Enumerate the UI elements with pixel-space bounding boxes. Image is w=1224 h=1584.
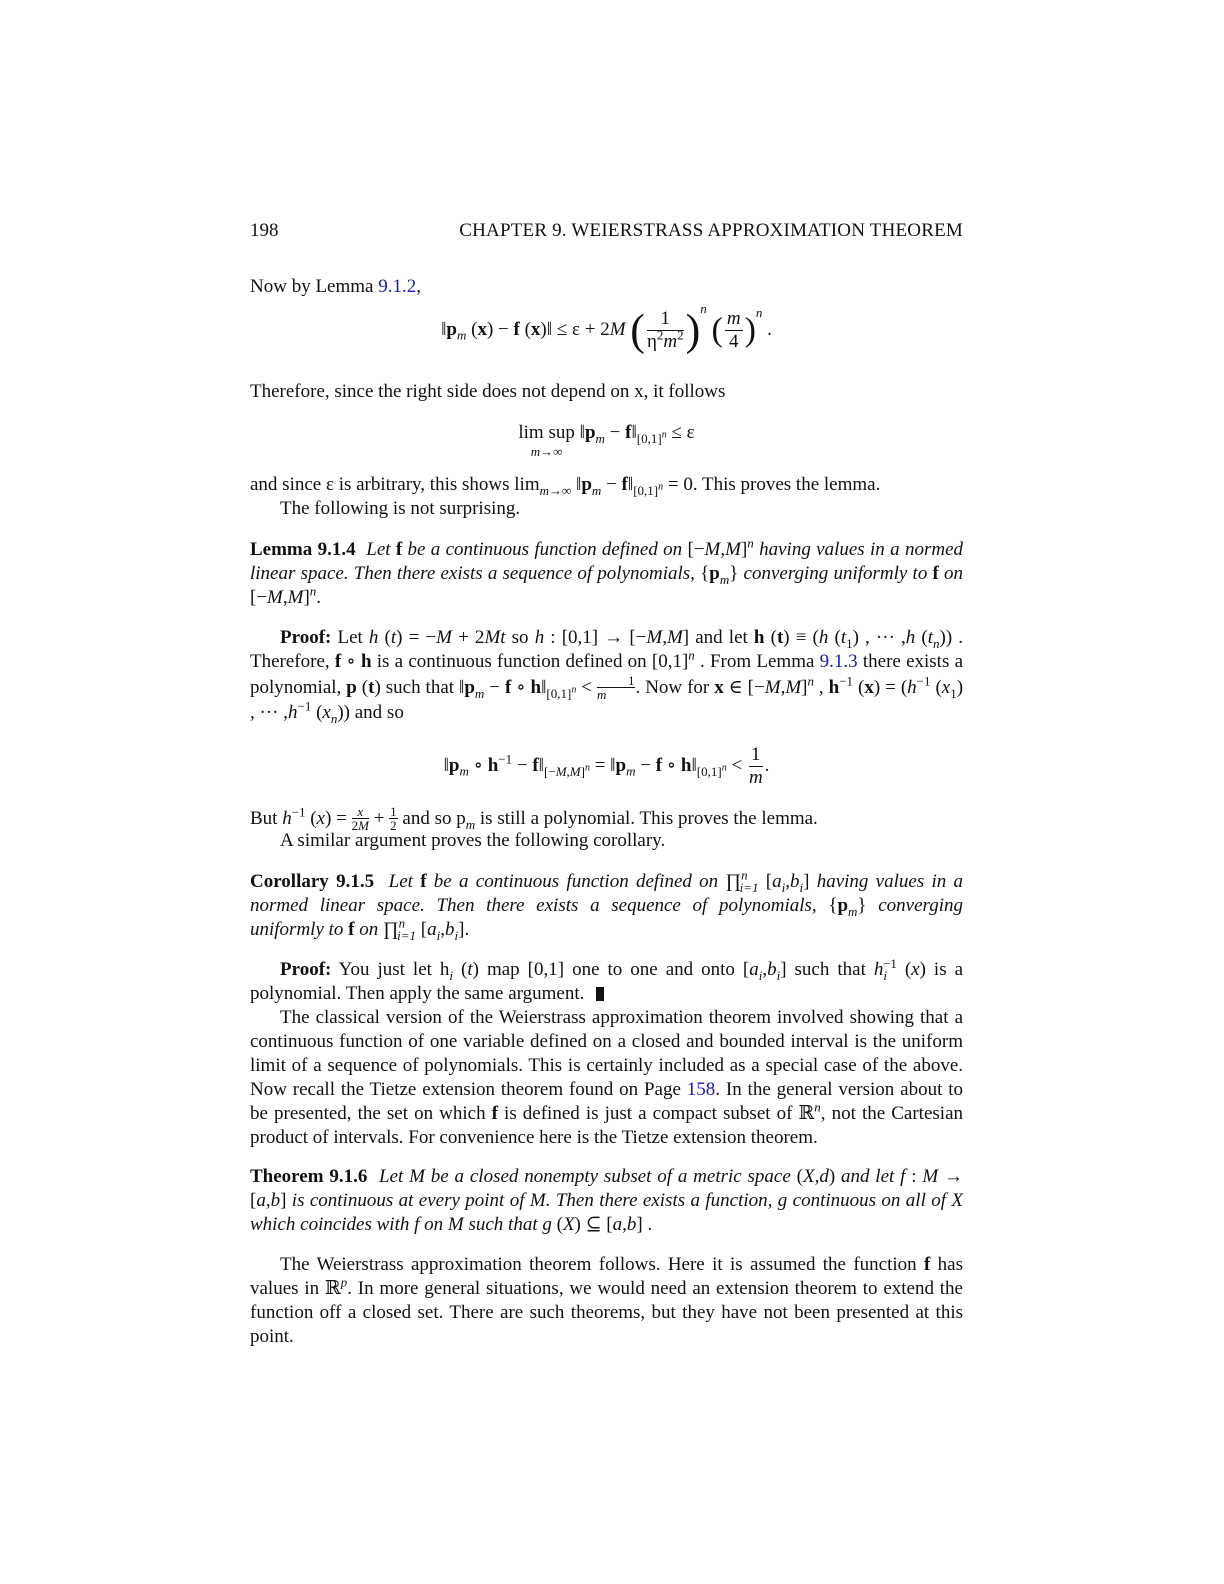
theorem-916-label: Theorem 9.1.6 (250, 1166, 368, 1187)
qed-box-icon (596, 987, 604, 1001)
chapter-title: CHAPTER 9. WEIERSTRASS APPROXIMATION THEOREM (459, 220, 963, 241)
lemma-914: Lemma 9.1.4 Let f be a continuous function defined on $[-M,M]^n$ having values in a normed linear space. Then there exists a sequence of polynomials, $\{p_m\}$ converging uniformly to f on $[-M,M]^n$. (250, 535, 964, 608)
equation-limsup: lim sup m→∞ $‖p_m$ − $f‖_{[0,1]^n} \le \varepsilon$ (518, 422, 695, 459)
weierstrass-paragraph: The Weierstrass approximation theorem follows. Here it is assumed the function f has values in ℝ$^p$. In more general situations, we would need an extension theorem to extend the function off a closed set. There are such theorems, but they have not been presented at this point. (250, 1254, 963, 1347)
lemma-914-proof: Proof: Let h (t) = −M + 2Mt so h : [0,1] → [−M,M] and let h (t) ≡ (h $(t_1)$ , ··· ,h $(t_n)$) . Therefore, f ∘ h is a continuous function defined on $[0,1]^n$ . From Lemma 9.1.3 there exists a polynomial, p (t) such that $‖p_m - f$ ∘ $h‖_{[0,1]^n}$ < $\frac{1}{m}$. Now for x ∈ $[-M,M]^n$ , $h^{-1}$ $(x) = (h^{-1}$ $(x_1)$ , ··· $,h^{-1}$ $(x_n)$) and so (250, 627, 964, 726)
page-158-link[interactable]: 158 (686, 1079, 716, 1100)
page-number: 198 (250, 220, 279, 241)
running-header (250, 219, 963, 243)
following-line: The following is not surprising. (280, 498, 521, 519)
and-since-line: and since ε is arbitrary, this shows $\lim_{m\to\infty}$ $‖p_m$ − $f‖_{[0,1]^n} = 0$. This proves the lemma. (250, 474, 881, 498)
corollary-915-label: Corollary 9.1.5 (250, 871, 375, 892)
corollary-proof-line-2: polynomial. Then apply the same argument. (250, 982, 963, 1006)
corollary-915: Corollary 9.1.5 Let f be a continuous function defined on ∏$^n_{i=1}$ $[a_i,b_i]$ having values in a normed linear space. Then there exists a sequence of polynomials, $\{p_m\}$ converging uniformly to f on ∏$^n_{i=1}$ $[a_i,b_i]$. (250, 867, 964, 943)
corollary-proof-line-1: Proof: You just let $h_i$ (t) map [0,1] one to one and onto $[a_i,b_i]$ such that $h_i^{-1}$ (x) is a (280, 955, 964, 983)
therefore-line: Therefore, since the right side does not depend on x, it follows (250, 381, 726, 402)
equation-composition: $‖p_m$ ∘ $h^{-1}$ − $f‖_{[-M,M]^n}$ = $‖p_m - f$ ∘ $h‖_{[0,1]^n}$ < $\frac{1}{m}$ . (443, 744, 770, 788)
now-by-lemma-line: Now by Lemma 9.1.2, (250, 276, 421, 297)
similar-argument-line: A similar argument proves the following corollary. (280, 830, 666, 851)
but-inverse-line: But $h^{-1}$ (x) = $\frac{x}{2M}$ + $\frac{1}{2}$ and so $p_m$ is still a polynomial. This proves the lemma. (250, 804, 818, 833)
lemma-914-label: Lemma 9.1.4 (250, 539, 356, 560)
equation-estimate: $‖p_m$ (x) − f (x)‖ ≤ ε + 2M ( $\frac{1}{\eta^2m^2}$ )$^n$ ( $\frac{m}{4}$ )$^n$ . (441, 300, 772, 355)
lemma-913-link[interactable]: 9.1.3 (819, 651, 858, 672)
classical-paragraph: The classical version of the Weierstrass approximation theorem involved showing that a continuous function of one variable defined on a closed and bounded interval is the uniform limit of a sequence of polynomials. This is certainly included as a special case of the above. Now recall the Tietze extension theorem found on Page 158. In the general version about to be presented, the set on which f is defined is just a compact subset of ℝ$^n$, not the Cartesian product of intervals. For convenience here is the Tietze extension theorem. (250, 1007, 963, 1148)
lemma-912-link[interactable]: 9.1.2 (378, 276, 417, 297)
theorem-916: Theorem 9.1.6 Let M be a closed nonempty subset of a metric space (X,d) and let f : M → [a,b] is continuous at every point of M. Then there exists a function, g continuous on all of X which coincides with f on M such that g (X) ⊆ [a,b] . (250, 1166, 964, 1235)
